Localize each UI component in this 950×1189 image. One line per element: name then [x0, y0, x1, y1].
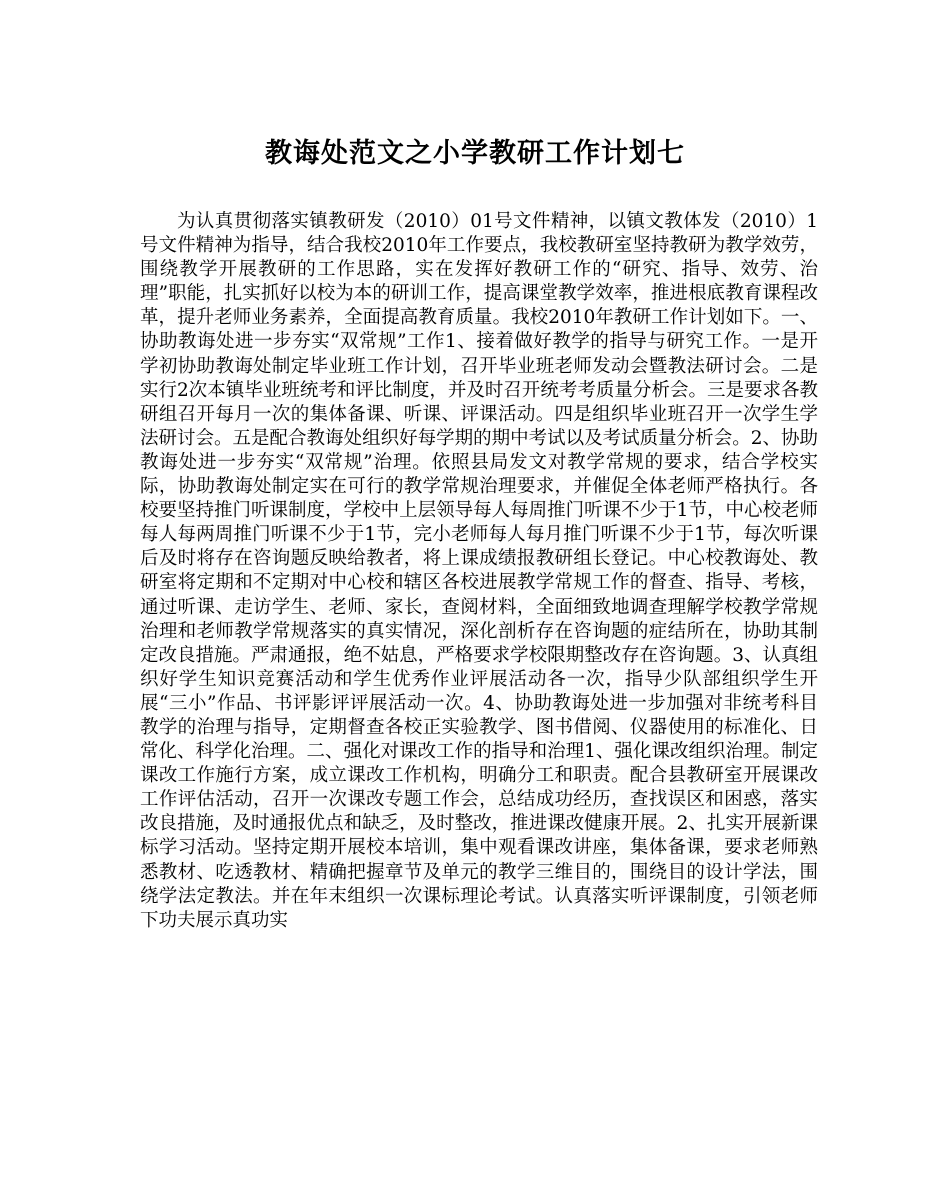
document-body-paragraph: 为认真贯彻落实镇教研发（2010）01号文件精神，以镇文教体发（2010）1号文件精神为指导，结合我校2010年工作要点，我校教研室坚持教研为教学效劳，围绕教学开展教研的工作思路，实在发挥好教研工作的“研究、指导、效劳、治理”职能，扎实抓好以校为本的研训工作，提高课堂教学效率，推进根底教育课程改革，提升老师业务素养，全面提高教育质量。我校2010年教研工作计划如下。一、协助教诲处进一步夯实“双常规”工作1、接着做好教学的指导与研究工作。一是开学初协助教诲处制定毕业班工作计划，召开毕业班老师发动会暨教法研讨会。二是实行2次本镇毕业班统考和评比制度，并及时召开统考考质量分析会。三是要求各教研组召开每月一次的集体备课、听课、评课活动。四是组织毕业班召开一次学生学法研讨会。五是配合教诲处组织好每学期的期中考试以及考试质量分析会。2、协助教诲处进一步夯实“双常规”治理。依照县局发文对教学常规的要求，结合学校实际，协助教诲处制定实在可行的教学常规治理要求，并催促全体老师严格执行。各校要坚持推门听课制度，学校中上层领导每人每周推门听课不少于1节，中心校老师每人每两周推门听课不少于1节，完小老师每人每月推门听课不少于1节，每次听课后及时将存在咨询题反映给教者，将上课成绩报教研组长登记。中心校教诲处、教研室将定期和不定期对中心校和辖区各校进展教学常规工作的督查、指导、考核，通过听课、走访学生、老师、家长，查阅材料，全面细致地调查理解学校教学常规治理和老师教学常规落实的真实情况，深化剖析存在咨询题的症结所在，协助其制定改良措施。严肃通报，绝不姑息，严格要求学校限期整改存在咨询题。3、认真组织好学生知识竞赛活动和学生优秀作业评展活动各一次，指导少队部组织学生开展“三小”作品、书评影评评展活动一次。4、协助教诲处进一步加强对非统考科目教学的治理与指导，定期督查各校正实验教学、图书借阅、仪器使用的标准化、日常化、科学化治理。二、强化对课改工作的指导和治理1、强化课改组织治理。制定课改工作施行方案，成立课改工作机构，明确分工和职责。配合县教研室开展课改工作评估活动，召开一次课改专题工作会，总结成功经历，查找误区和困惑，落实改良措施，及时通报优点和缺乏，及时整改，推进课改健康开展。2、扎实开展新课标学习活动。坚持定期开展校本培训，集中观看课改讲座，集体备课，要求老师熟悉教材、吃透教材、精确把握章节及单元的教学三维目的，围绕目的设计学法，围绕学法定教法。并在年末组织一次课标理论考试。认真落实听评课制度，引领老师下功夫展示真功实 — [140, 211, 818, 931]
document-title: 教诲处范文之小学教研工作计划七 — [265, 138, 685, 169]
